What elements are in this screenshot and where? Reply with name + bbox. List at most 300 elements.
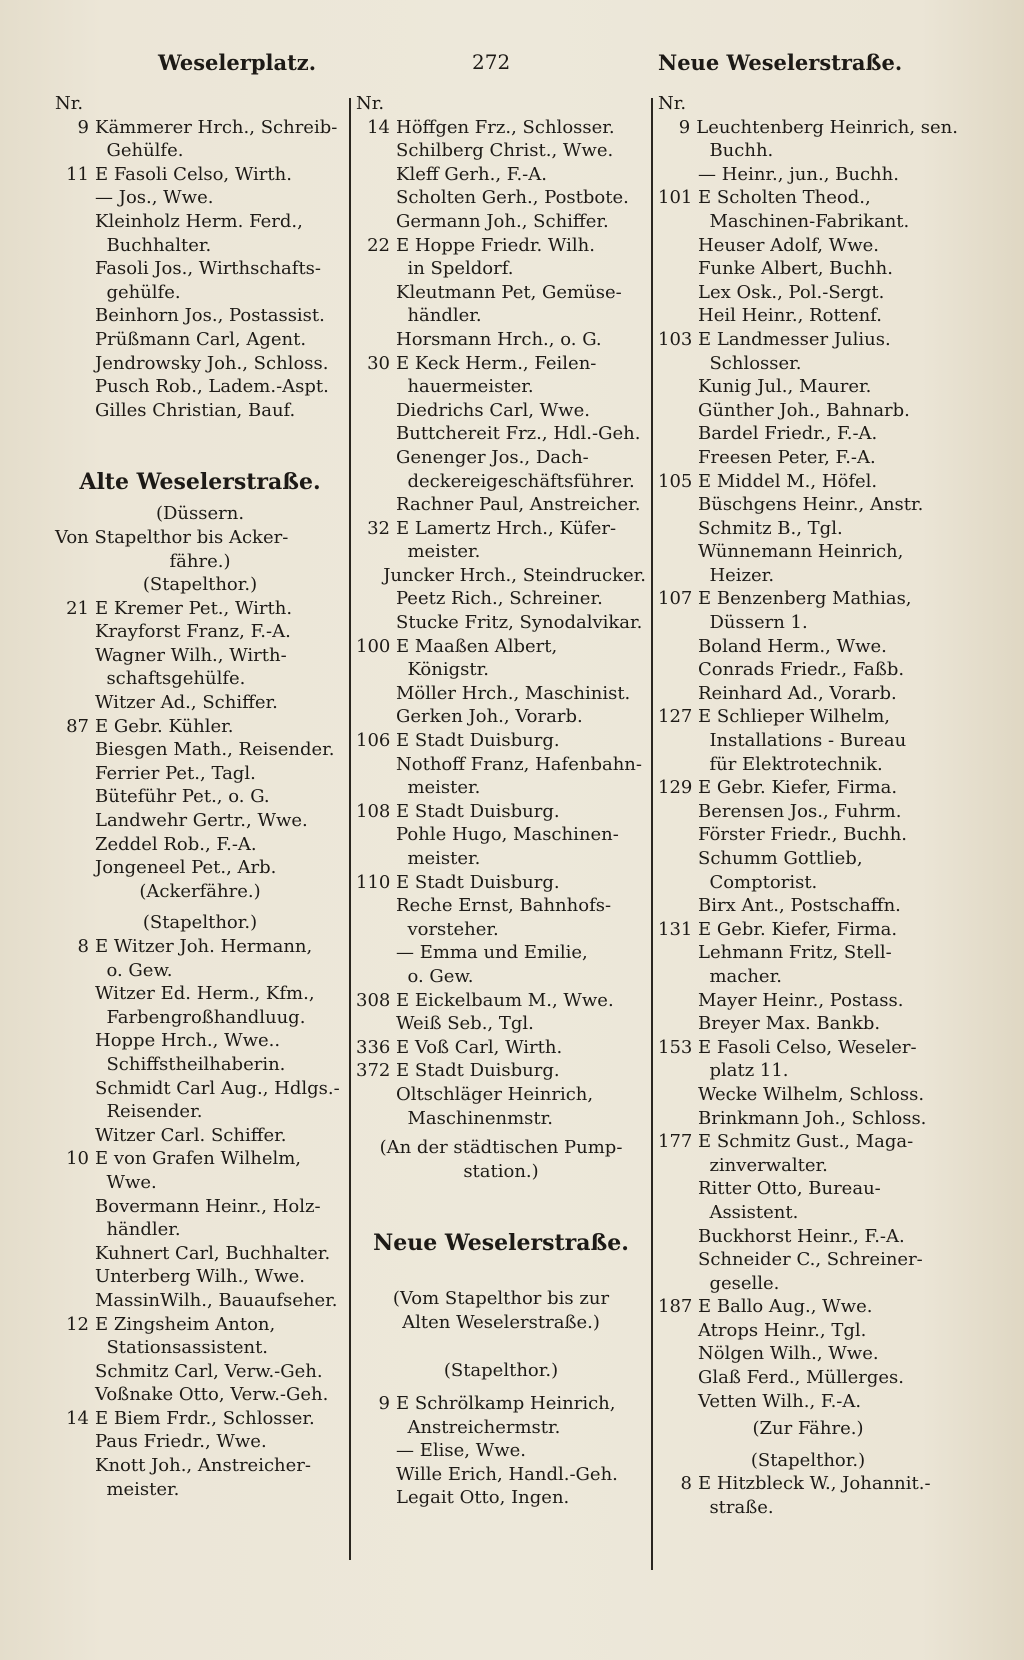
entry-text: Witzer Carl. Schiffer.: [95, 1124, 287, 1146]
entry-text: händler.: [95, 1219, 181, 1241]
entry-text: E Witzer Joh. Hermann,: [95, 936, 313, 957]
house-number: [55, 644, 89, 668]
directory-entry: [55, 982, 345, 1006]
directory-entry: [356, 753, 646, 777]
house-number: [55, 1242, 89, 1266]
house-number: [658, 1342, 692, 1366]
entry-text: Buckhorst Heinr., F.-A.: [698, 1225, 905, 1247]
house-number: [356, 304, 390, 328]
entry-text: E Stadt Duisburg.: [396, 800, 560, 822]
directory-entry: [356, 847, 646, 871]
directory-entry: [658, 375, 958, 399]
entry-text: E Landmesser Julius.: [698, 328, 891, 350]
house-number: [658, 989, 692, 1013]
directory-entry: [658, 422, 958, 446]
directory-entry: [658, 186, 958, 210]
house-number: [356, 139, 390, 163]
house-number: [55, 1124, 89, 1148]
house-number: [356, 328, 390, 352]
directory-entry: [658, 1201, 958, 1225]
directory-entry: [356, 328, 646, 352]
house-number: 32: [367, 517, 390, 539]
entry-text: Beinhorn Jos., Postassist.: [95, 305, 325, 327]
house-number: [658, 871, 692, 895]
house-number: [356, 1463, 390, 1487]
entry-text: E Gebr. Kiefer, Firma.: [698, 918, 898, 940]
entry-text: Reisender.: [95, 1101, 203, 1123]
entry-text: Lex Osk., Pol.-Sergt.: [698, 281, 885, 303]
entry-text: Pusch Rob., Ladem.-Aspt.: [95, 376, 329, 398]
house-number: [658, 1225, 692, 1249]
entry-text: gehülfe.: [95, 281, 181, 303]
entry-text: Diedrichs Carl, Wwe.: [396, 399, 590, 421]
house-number: [658, 847, 692, 871]
section-subtitle: (Düssern.: [155, 503, 245, 525]
section-subtitle: Alten Weselerstraße.): [402, 1311, 600, 1333]
house-number: [356, 847, 390, 871]
entry-text: E Biem Frdr., Schlosser.: [95, 1407, 315, 1429]
directory-entry: [356, 446, 646, 470]
house-number: [658, 965, 692, 989]
house-number: [658, 399, 692, 423]
directory-entry: [55, 597, 345, 621]
entry-text: Landwehr Gertr., Wwe.: [95, 810, 308, 832]
house-number: [356, 587, 390, 611]
directory-entry: [658, 1390, 958, 1414]
house-number: [658, 658, 692, 682]
house-number: [55, 1053, 89, 1077]
directory-entry: [658, 1496, 958, 1520]
entry-text: Paus Friedr., Wwe.: [95, 1431, 267, 1453]
house-number: 100: [356, 635, 391, 657]
directory-entry: [55, 399, 345, 423]
subsection-heading: (Stapelthor.): [443, 1359, 559, 1381]
directory-entry: [356, 965, 646, 989]
entry-text: Wwe.: [95, 1171, 157, 1193]
house-number: 308: [356, 989, 391, 1011]
entry-text: meister.: [396, 777, 481, 799]
house-number: 8: [77, 936, 89, 957]
entry-text: Bovermann Heinr., Holz-: [95, 1195, 321, 1217]
house-number: [658, 1319, 692, 1343]
entry-text: händler.: [396, 305, 482, 327]
entry-text: Scholten Gerh., Postbote.: [396, 187, 629, 209]
directory-entry: [658, 847, 958, 871]
entry-text: Schilberg Christ., Wwe.: [396, 140, 614, 162]
house-number: [356, 1012, 390, 1036]
entry-text: meister.: [396, 541, 481, 563]
house-number: [55, 1383, 89, 1407]
directory-entry: [658, 304, 958, 328]
entry-text: Horsmann Hrch., o. G.: [396, 328, 602, 350]
house-number: [658, 1107, 692, 1131]
directory-entry: [356, 352, 646, 376]
entry-text: Gilles Christian, Bauf.: [95, 399, 296, 421]
directory-entry: [55, 1006, 345, 1030]
entry-text: in Speldorf.: [396, 258, 514, 280]
house-number: [356, 894, 390, 918]
directory-entry: [356, 1486, 646, 1510]
directory-entry: [356, 1107, 646, 1131]
directory-entry: [658, 564, 958, 588]
house-number: [658, 1272, 692, 1296]
house-number: [55, 1077, 89, 1101]
house-number: [658, 375, 692, 399]
house-number: [658, 1177, 692, 1201]
house-number: [658, 257, 692, 281]
entry-text: Kleinholz Herm. Ferd.,: [95, 210, 303, 232]
directory-entry: [55, 1360, 345, 1384]
house-number: [356, 186, 390, 210]
entry-text: Weiß Seb., Tgl.: [396, 1013, 534, 1035]
directory-entry: [356, 470, 646, 494]
directory-entry: [658, 1130, 958, 1154]
house-number: [356, 1486, 390, 1510]
entry-text: Rachner Paul, Anstreicher.: [396, 494, 641, 516]
entry-text: straße.: [698, 1497, 774, 1519]
entry-text: Leuchtenberg Heinrich, sen.: [696, 116, 958, 138]
directory-entry: [356, 1012, 646, 1036]
directory-entry: [658, 587, 958, 611]
entry-text: E Eickelbaum M., Wwe.: [396, 989, 614, 1011]
entry-text: Genenger Jos., Dach-: [396, 446, 589, 468]
entry-text: Heil Heinr., Rottenf.: [698, 305, 882, 327]
house-number: [658, 352, 692, 376]
entry-text: Schneider C., Schreiner-: [698, 1249, 923, 1271]
entry-text: E Schrölkamp Heinrich,: [396, 1393, 616, 1415]
directory-entry: [658, 470, 958, 494]
directory-entry: [658, 1154, 958, 1178]
entry-text: Möller Hrch., Maschinist.: [396, 682, 631, 704]
entry-text: E von Grafen Wilhelm,: [95, 1148, 302, 1170]
column-1: [55, 92, 345, 1501]
directory-entry: [55, 1218, 345, 1242]
section-subtitle: fähre.): [169, 550, 231, 572]
house-number: [356, 564, 377, 588]
house-number: [356, 823, 390, 847]
house-number: [55, 210, 89, 234]
directory-entry: [356, 422, 646, 446]
house-number: [356, 1107, 390, 1131]
house-number: 87: [66, 715, 89, 737]
entry-text: Heuser Adolf, Wwe.: [698, 234, 880, 256]
directory-entry: [55, 1147, 345, 1171]
directory-entry: [55, 1124, 345, 1148]
entry-text: vorsteher.: [396, 918, 499, 940]
house-number: [658, 729, 692, 753]
house-number: 153: [658, 1036, 693, 1058]
directory-entry: [55, 352, 345, 376]
directory-entry: [356, 894, 646, 918]
entry-text: Schlosser.: [698, 352, 802, 374]
directory-entry: [55, 163, 345, 187]
directory-entry: [55, 762, 345, 786]
directory-entry: [55, 667, 345, 691]
directory-entry: [55, 328, 345, 352]
directory-entry: [356, 729, 646, 753]
directory-entry: [658, 729, 958, 753]
directory-entry: [658, 540, 958, 564]
entry-text: Zeddel Rob., F.-A.: [95, 833, 257, 855]
directory-entry: [55, 833, 345, 857]
entry-text: Berensen Jos., Fuhrm.: [698, 800, 902, 822]
directory-entry: [356, 493, 646, 517]
subsection-heading: (Stapelthor.): [142, 912, 258, 934]
directory-entry: [658, 918, 958, 942]
house-number: [356, 965, 390, 989]
directory-entry: [356, 1392, 646, 1416]
entry-text: E Zingsheim Anton,: [95, 1313, 276, 1335]
entry-text: Fasoli Jos., Wirthschafts-: [95, 258, 321, 280]
house-number: [658, 1201, 692, 1225]
house-number: [658, 823, 692, 847]
house-number: 11: [66, 163, 89, 185]
entry-text: Büschgens Heinr., Anstr.: [698, 494, 924, 516]
house-number: [658, 304, 692, 328]
house-number: [55, 1171, 89, 1195]
house-number: 101: [658, 187, 693, 209]
directory-entry: [55, 257, 345, 281]
house-number: 12: [66, 1313, 89, 1335]
directory-entry: [356, 1036, 646, 1060]
entry-text: E Keck Herm., Feilen-: [396, 352, 597, 374]
directory-entry: [356, 776, 646, 800]
nr-heading: Nr.: [55, 93, 84, 114]
entry-text: Knott Joh., Anstreicher-: [95, 1455, 311, 1477]
directory-entry: [658, 989, 958, 1013]
entry-text: E Schlieper Wilhelm,: [698, 706, 891, 728]
directory-entry: [658, 1272, 958, 1296]
house-number: 129: [658, 777, 693, 799]
directory-entry: [658, 1083, 958, 1107]
house-number: [658, 540, 692, 564]
house-number: [658, 635, 692, 659]
house-number: [658, 1059, 692, 1083]
directory-entry: [658, 800, 958, 824]
house-number: [356, 682, 390, 706]
directory-entry: [55, 116, 345, 140]
house-number: 14: [367, 116, 390, 138]
house-number: [356, 941, 390, 965]
house-number: [55, 762, 89, 786]
entry-text: Schmidt Carl Aug., Hdlgs.-: [95, 1077, 340, 1099]
directory-entry: [658, 682, 958, 706]
entry-text: Schmitz B., Tgl.: [698, 517, 843, 539]
house-number: [356, 658, 390, 682]
entry-text: Birx Ant., Postschaffn.: [698, 895, 901, 917]
directory-entry: [356, 1439, 646, 1463]
entry-text: Gehülfe.: [95, 140, 184, 162]
entry-text: E Stadt Duisburg.: [396, 871, 560, 893]
house-number: 9: [378, 1393, 390, 1415]
directory-entry: [55, 644, 345, 668]
entry-text: E Scholten Theod.,: [698, 187, 871, 209]
directory-entry: [55, 186, 345, 210]
directory-entry: [658, 139, 958, 163]
subsection-heading: (Zur Fähre.): [752, 1418, 864, 1440]
entry-text: deckereigeschäftsführer.: [396, 470, 635, 492]
directory-entry: [356, 1083, 646, 1107]
house-number: 177: [658, 1131, 693, 1153]
entry-text: E Fasoli Celso, Wirth.: [95, 163, 292, 185]
house-number: [55, 328, 89, 352]
entry-text: Vetten Wilh., F.-A.: [698, 1390, 862, 1412]
directory-entry: [658, 399, 958, 423]
directory-entry: [658, 1295, 958, 1319]
directory-entry: [356, 587, 646, 611]
house-number: [658, 800, 692, 824]
directory-entry: [356, 540, 646, 564]
directory-entry: [55, 1336, 345, 1360]
directory-entry: [658, 965, 958, 989]
house-number: 8: [680, 1473, 692, 1495]
house-number: [356, 399, 390, 423]
entry-text: Bardel Friedr., F.-A.: [698, 423, 878, 445]
entry-text: E Fasoli Celso, Weseler-: [698, 1036, 917, 1058]
entry-text: Büteführ Pet., o. G.: [95, 786, 270, 808]
house-number: [55, 186, 89, 210]
directory-entry: [356, 304, 646, 328]
entry-list: [658, 1472, 958, 1519]
directory-entry: [658, 1472, 958, 1496]
entry-text: E Hoppe Friedr. Wilh.: [396, 234, 595, 256]
entry-text: Krayforst Franz, F.-A.: [95, 621, 291, 643]
house-number: [658, 210, 692, 234]
entry-text: Schmitz Carl, Verw.-Geh.: [95, 1360, 323, 1382]
directory-entry: [356, 257, 646, 281]
entry-text: Boland Herm., Wwe.: [698, 635, 887, 657]
spacer: [356, 1183, 646, 1223]
house-number: [658, 1248, 692, 1272]
directory-entry: [356, 635, 646, 659]
header-left-title: Weselerplatz.: [158, 50, 317, 75]
entry-text: Pohle Hugo, Maschinen-: [396, 824, 619, 846]
directory-entry: [55, 1171, 345, 1195]
entry-text: E Middel M., Höfel.: [698, 470, 878, 492]
house-number: [55, 1454, 89, 1478]
entry-text: Jongeneel Pet., Arb.: [95, 857, 277, 879]
directory-entry: [658, 116, 958, 140]
entry-text: o. Gew.: [95, 959, 173, 981]
note: (An der städtischen Pump-: [379, 1137, 623, 1159]
page-number: 272: [472, 50, 511, 74]
directory-entry: [55, 738, 345, 762]
house-number: [356, 540, 390, 564]
entry-text: — Heinr., jun., Buchh.: [698, 163, 899, 185]
directory-entry: [356, 1463, 646, 1487]
house-number: [55, 234, 89, 258]
house-number: 187: [658, 1296, 693, 1318]
house-number: [55, 959, 89, 983]
entry-text: meister.: [95, 1478, 180, 1500]
directory-entry: [658, 1059, 958, 1083]
directory-entry: [55, 1407, 345, 1431]
directory-entry: [55, 959, 345, 983]
house-number: [55, 1029, 89, 1053]
entry-text: Breyer Max. Bankb.: [698, 1013, 881, 1035]
directory-entry: [356, 705, 646, 729]
directory-entry: [356, 1416, 646, 1440]
entry-text: E Maaßen Albert,: [396, 635, 558, 657]
entry-text: — Jos., Wwe.: [95, 187, 214, 209]
entry-text: Buchhalter.: [95, 234, 212, 256]
directory-entry: [356, 1059, 646, 1083]
directory-entry: [356, 564, 646, 588]
entry-text: Höffgen Frz., Schlosser.: [396, 116, 615, 138]
subsection-heading: (Stapelthor.): [750, 1449, 866, 1471]
house-number: 21: [66, 597, 89, 619]
house-number: [55, 1265, 89, 1289]
entry-text: Düssern 1.: [698, 612, 808, 634]
directory-entry: [55, 210, 345, 234]
house-number: [658, 753, 692, 777]
directory-entry: [658, 1248, 958, 1272]
directory-entry: [658, 658, 958, 682]
house-number: [55, 352, 89, 376]
column-3: [658, 92, 958, 1520]
house-number: [658, 894, 692, 918]
entry-text: o. Gew.: [396, 965, 474, 987]
entry-text: Voßnake Otto, Verw.-Geh.: [95, 1384, 329, 1406]
house-number: [356, 446, 390, 470]
house-number: 105: [658, 470, 693, 492]
entry-text: Stucke Fritz, Synodalvikar.: [396, 612, 643, 634]
directory-entry: [55, 1077, 345, 1101]
directory-entry: [658, 1319, 958, 1343]
entry-text: Legait Otto, Ingen.: [396, 1487, 570, 1509]
house-number: [658, 422, 692, 446]
entry-text: Conrads Friedr., Faßb.: [698, 659, 905, 681]
house-number: [55, 139, 89, 163]
house-number: [55, 375, 89, 399]
column-divider-1: [349, 98, 351, 1560]
entry-list: [356, 1392, 646, 1510]
house-number: 30: [367, 352, 390, 374]
house-number: [658, 1366, 692, 1390]
directory-entry: [356, 918, 646, 942]
entry-text: Peetz Rich., Schreiner.: [396, 588, 603, 610]
column-2: [356, 92, 646, 1510]
entry-text: Anstreichermstr.: [396, 1416, 561, 1438]
house-number: [55, 785, 89, 809]
directory-entry: [658, 328, 958, 352]
directory-entry: [356, 375, 646, 399]
directory-entry: [55, 375, 345, 399]
entry-text: Funke Albert, Buchh.: [698, 258, 893, 280]
directory-entry: [356, 658, 646, 682]
directory-entry: [658, 446, 958, 470]
entry-list: [55, 597, 345, 880]
entry-text: Glaß Ferd., Müllerges.: [698, 1367, 904, 1389]
entry-text: E Kremer Pet., Wirth.: [95, 597, 293, 619]
entry-text: Hoppe Hrch., Wwe..: [95, 1030, 281, 1052]
house-number: [55, 1336, 89, 1360]
entry-text: Kämmerer Hrch., Schreib-: [95, 116, 338, 138]
house-number: [658, 1012, 692, 1036]
directory-entry: [55, 1430, 345, 1454]
entry-list: [356, 116, 646, 1131]
entry-text: E Gebr. Kühler.: [95, 715, 234, 737]
house-number: [658, 1083, 692, 1107]
house-number: 9: [77, 116, 89, 138]
house-number: [356, 753, 390, 777]
directory-entry: [658, 210, 958, 234]
entry-text: E Ballo Aug., Wwe.: [698, 1296, 873, 1318]
entry-text: — Elise, Wwe.: [396, 1440, 526, 1462]
section-subtitle: (Vom Stapelthor bis zur: [392, 1288, 610, 1310]
house-number: [55, 667, 89, 691]
directory-entry: [356, 139, 646, 163]
